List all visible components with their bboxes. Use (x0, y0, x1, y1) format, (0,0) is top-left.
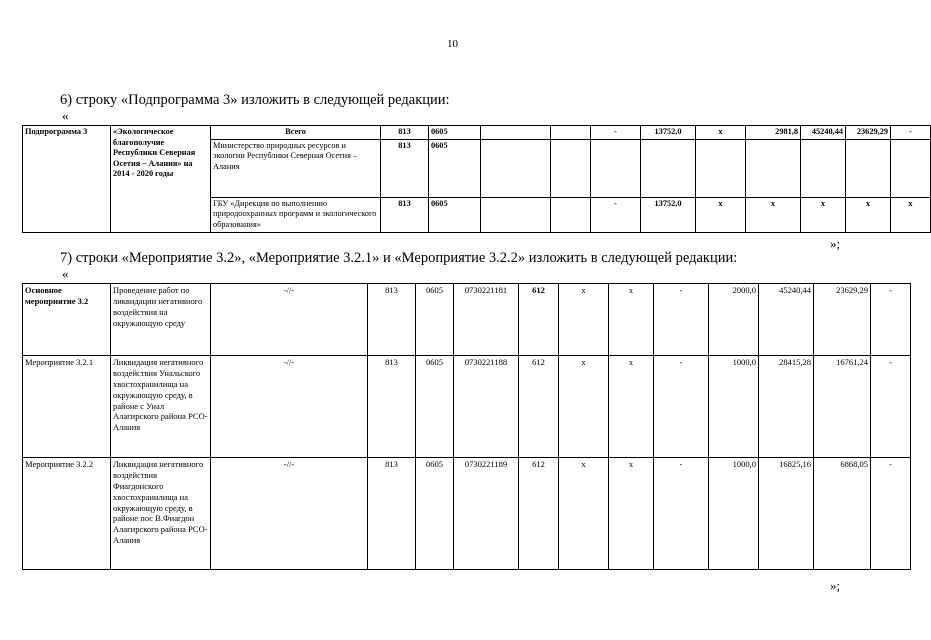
vr-cell: 612 (519, 458, 559, 570)
value-cell: х (559, 284, 609, 356)
value-cell: - (871, 284, 911, 356)
csr-cell: 0730221189 (454, 458, 519, 570)
value-cell: 16825,16 (759, 458, 814, 570)
value-cell: - (591, 126, 641, 140)
value-cell: 2000,0 (709, 284, 759, 356)
executor-cell: Министерство природных ресурсов и экологии Республики Северная Осетия – Алания (211, 139, 381, 197)
grbs-cell: 813 (381, 139, 429, 197)
rzpr-cell: 0605 (416, 458, 454, 570)
value-cell: - (654, 356, 709, 458)
amendment-heading-6: 6) строку «Подпрограмма 3» изложить в следующей редакции: (60, 92, 450, 108)
value-cell: - (591, 197, 641, 232)
measure-label-cell: Мероприятие 3.2.2 (23, 458, 111, 570)
value-cell: 45240,44 (801, 126, 846, 140)
csr-cell: 0730221188 (454, 356, 519, 458)
value-cell: 23629,29 (846, 126, 891, 140)
value-cell: 1000,0 (709, 356, 759, 458)
csr-cell (481, 197, 551, 232)
value-cell: 13752,0 (641, 197, 696, 232)
grbs-cell: 813 (381, 126, 429, 140)
measure-label-cell: Основное мероприятие 3.2 (23, 284, 111, 356)
value-cell: 23629,29 (814, 284, 871, 356)
measure-label-cell: Мероприятие 3.2.1 (23, 356, 111, 458)
closing-quote-2: »; (830, 578, 841, 593)
amendment-heading-7: 7) строки «Мероприятие 3.2», «Мероприятие 3.2.1» и «Мероприятие 3.2.2» изложить в следующей редакции: (60, 250, 738, 266)
rzpr-cell: 0605 (429, 197, 481, 232)
value-cell: - (654, 284, 709, 356)
value-cell: - (891, 126, 931, 140)
value-cell: х (746, 197, 801, 232)
grbs-cell: 813 (368, 284, 416, 356)
subprogram-name-cell: «Экологическое благополучие Республики Северная Осетия – Алания» на 2014 - 2020 годы (111, 126, 211, 233)
executor-cell: -//- (211, 356, 368, 458)
rzpr-cell: 0605 (429, 126, 481, 140)
value-cell: х (559, 356, 609, 458)
value-cell: х (609, 458, 654, 570)
opening-quote-1: « (62, 108, 69, 123)
measure-name-cell: Ликвидация негативного воздействия Унальского хвостохранилища на окружающую среду, в районе с Унал Алагирского района РСО-Алания (111, 356, 211, 458)
value-cell (591, 139, 641, 197)
rzpr-cell: 0605 (429, 139, 481, 197)
vr-cell (551, 139, 591, 197)
value-cell: - (871, 356, 911, 458)
value-cell: х (846, 197, 891, 232)
value-cell (801, 139, 846, 197)
vr-cell: 612 (519, 356, 559, 458)
closing-quote-1: »; (830, 236, 841, 251)
value-cell (891, 139, 931, 197)
value-cell: 1000,0 (709, 458, 759, 570)
value-cell: х (696, 126, 746, 140)
csr-cell (481, 126, 551, 140)
csr-cell (481, 139, 551, 197)
subprogram-3-table (22, 125, 931, 233)
value-cell: х (609, 356, 654, 458)
value-cell: 16761,24 (814, 356, 871, 458)
value-cell: х (559, 458, 609, 570)
vr-cell: 612 (519, 284, 559, 356)
value-cell: 13752,0 (641, 126, 696, 140)
value-cell: х (891, 197, 931, 232)
csr-cell: 0730221181 (454, 284, 519, 356)
value-cell: 6868,05 (814, 458, 871, 570)
measures-table (22, 283, 911, 570)
subprogram-label-cell: Подпрограмма 3 (23, 126, 111, 233)
executor-cell: ГБУ «Дирекция по выполнению природоохранных программ и экологического образования» (211, 197, 381, 232)
measure-name-cell: Проведение работ по ликвидации негативного воздействия на окружающую среду (111, 284, 211, 356)
value-cell: 2981,8 (746, 126, 801, 140)
page-number: 10 (447, 38, 458, 50)
table-row (23, 284, 911, 356)
rzpr-cell: 0605 (416, 284, 454, 356)
grbs-cell: 813 (368, 356, 416, 458)
value-cell (641, 139, 696, 197)
vr-cell (551, 197, 591, 232)
table-row (23, 126, 931, 140)
executor-cell: Всего (211, 126, 381, 140)
value-cell: х (696, 197, 746, 232)
value-cell (746, 139, 801, 197)
value-cell: х (801, 197, 846, 232)
value-cell: 28415,28 (759, 356, 814, 458)
value-cell: - (654, 458, 709, 570)
rzpr-cell: 0605 (416, 356, 454, 458)
executor-cell: -//- (211, 458, 368, 570)
opening-quote-2: « (62, 266, 69, 281)
value-cell (846, 139, 891, 197)
value-cell: 45240,44 (759, 284, 814, 356)
measure-name-cell: Ликвидация негативного воздействия Фиагдонского хвостохранилища на окружающую среду, в районе пос В.Фиагдон Алагирского района РСО-Алания (111, 458, 211, 570)
value-cell (696, 139, 746, 197)
table-row (23, 356, 911, 458)
table-row (23, 458, 911, 570)
vr-cell (551, 126, 591, 140)
grbs-cell: 813 (381, 197, 429, 232)
grbs-cell: 813 (368, 458, 416, 570)
executor-cell: -//- (211, 284, 368, 356)
value-cell: х (609, 284, 654, 356)
value-cell: - (871, 458, 911, 570)
